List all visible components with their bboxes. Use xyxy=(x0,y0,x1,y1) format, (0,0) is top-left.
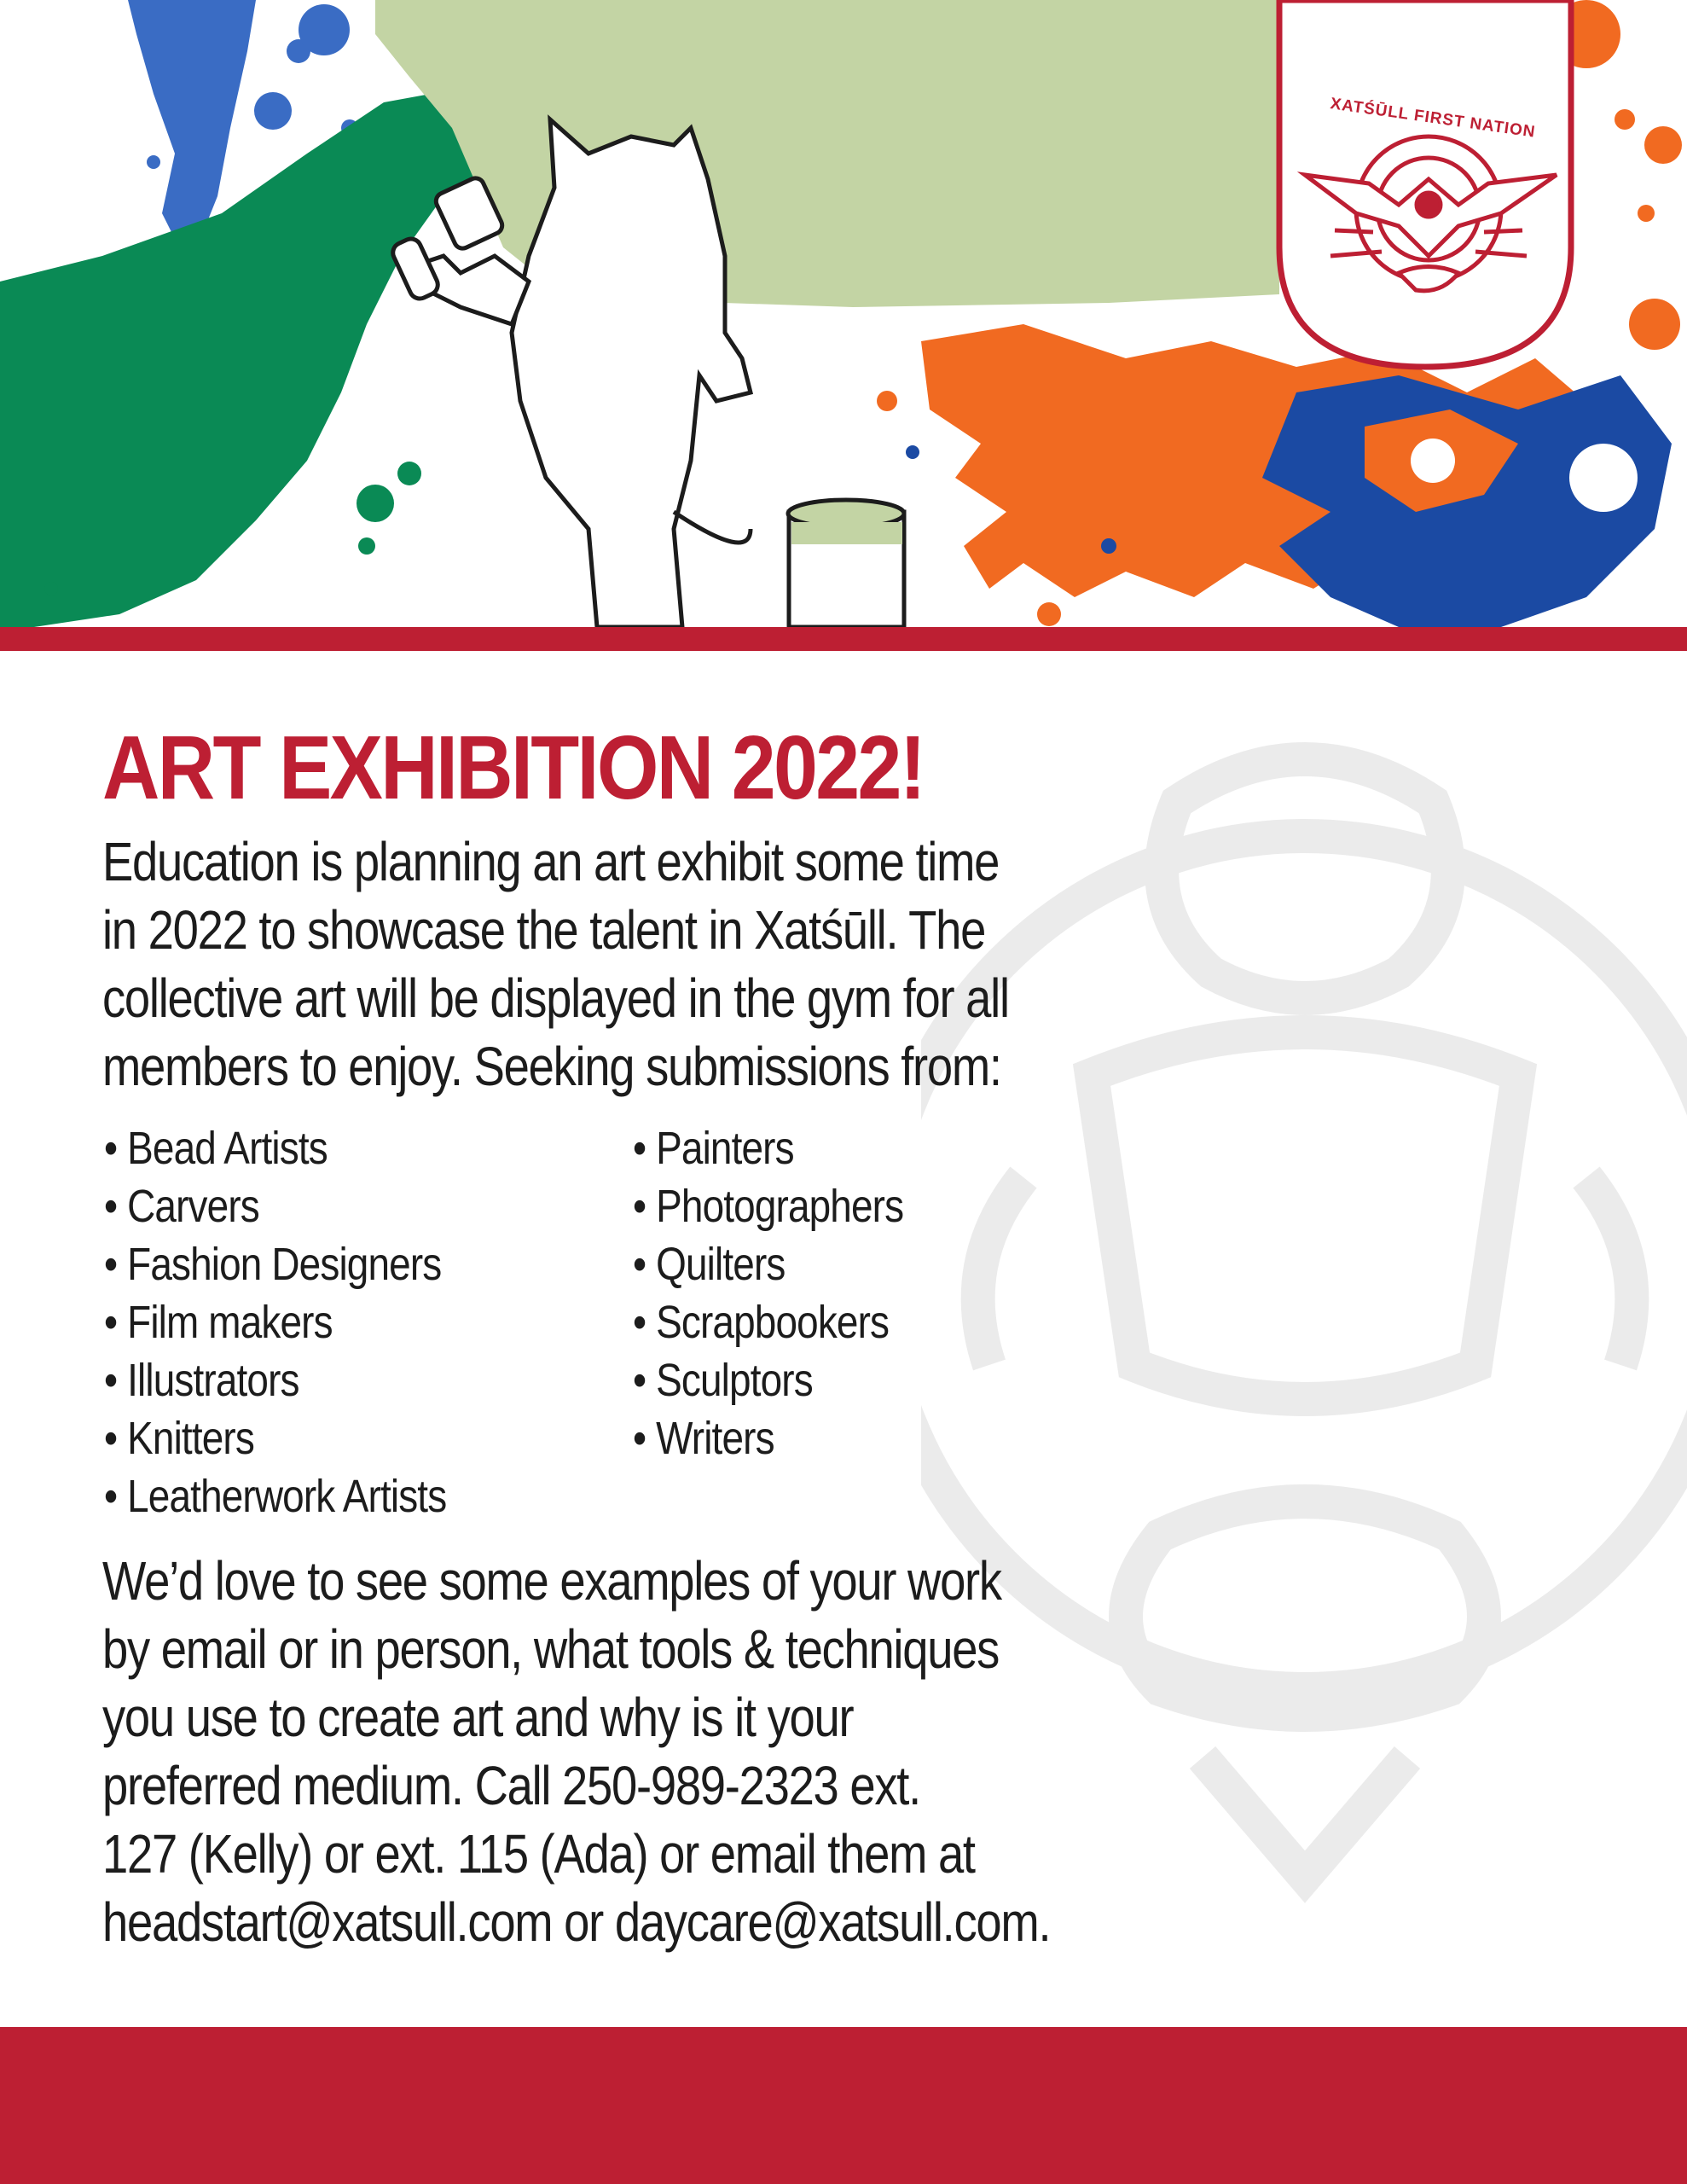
closing-line: by email or in person, what tools & techniques xyxy=(102,1618,1000,1680)
paint-can-icon xyxy=(788,500,904,627)
intro-paragraph xyxy=(102,828,1212,1101)
intro-line: in 2022 to showcase the talent in Xatśūll. The xyxy=(102,899,986,961)
hero-illustration xyxy=(0,0,1687,627)
closing-line: preferred medium. Call 250-989-2323 ext. xyxy=(102,1755,920,1816)
intro-line: collective art will be displayed in the gym for all xyxy=(102,967,1009,1029)
list-item: • Carvers xyxy=(104,1177,446,1235)
list-item: • Bead Artists xyxy=(104,1119,446,1177)
list-item: • Illustrators xyxy=(104,1351,446,1409)
list-item: • Scrapbookers xyxy=(633,1293,903,1351)
list-item: • Sculptors xyxy=(633,1351,903,1409)
closing-line: headstart@xatsull.com or daycare@xatsull.com. xyxy=(102,1891,1051,1953)
closing-line: We’d love to see some examples of your work xyxy=(102,1550,1001,1612)
footer-band xyxy=(0,2027,1687,2184)
list-item: • Writers xyxy=(633,1409,903,1467)
header-divider xyxy=(0,627,1687,651)
page-title: ART EXHIBITION 2022! xyxy=(102,717,925,818)
main-content xyxy=(102,717,1211,1956)
list-item: • Painters xyxy=(633,1119,903,1177)
list-item: • Fashion Designers xyxy=(104,1235,446,1293)
submission-categories xyxy=(102,1119,1211,1525)
paint-splash-scene xyxy=(0,0,1687,627)
intro-line: members to enjoy. Seeking submissions from: xyxy=(102,1036,1001,1097)
list-item: • Knitters xyxy=(104,1409,446,1467)
list-item: • Quilters xyxy=(633,1235,903,1293)
green-paint-splash xyxy=(0,85,546,627)
closing-paragraph xyxy=(102,1547,1212,1956)
closing-line: you use to create art and why is it your xyxy=(102,1687,854,1748)
list-item: • Photographers xyxy=(633,1177,903,1235)
category-list-right xyxy=(633,1119,903,1467)
category-list-left xyxy=(104,1119,446,1525)
list-item: • Leatherwork Artists xyxy=(104,1467,446,1525)
logo-shield xyxy=(1279,0,1571,367)
list-item: • Film makers xyxy=(104,1293,446,1351)
intro-line: Education is planning an art exhibit some time xyxy=(102,831,1000,892)
painted-wall xyxy=(375,0,1279,307)
logo-text: XATŚŪLL FIRST NATION xyxy=(1329,95,1537,142)
closing-line: 127 (Kelly) or ext. 115 (Ada) or email them at xyxy=(102,1823,975,1885)
